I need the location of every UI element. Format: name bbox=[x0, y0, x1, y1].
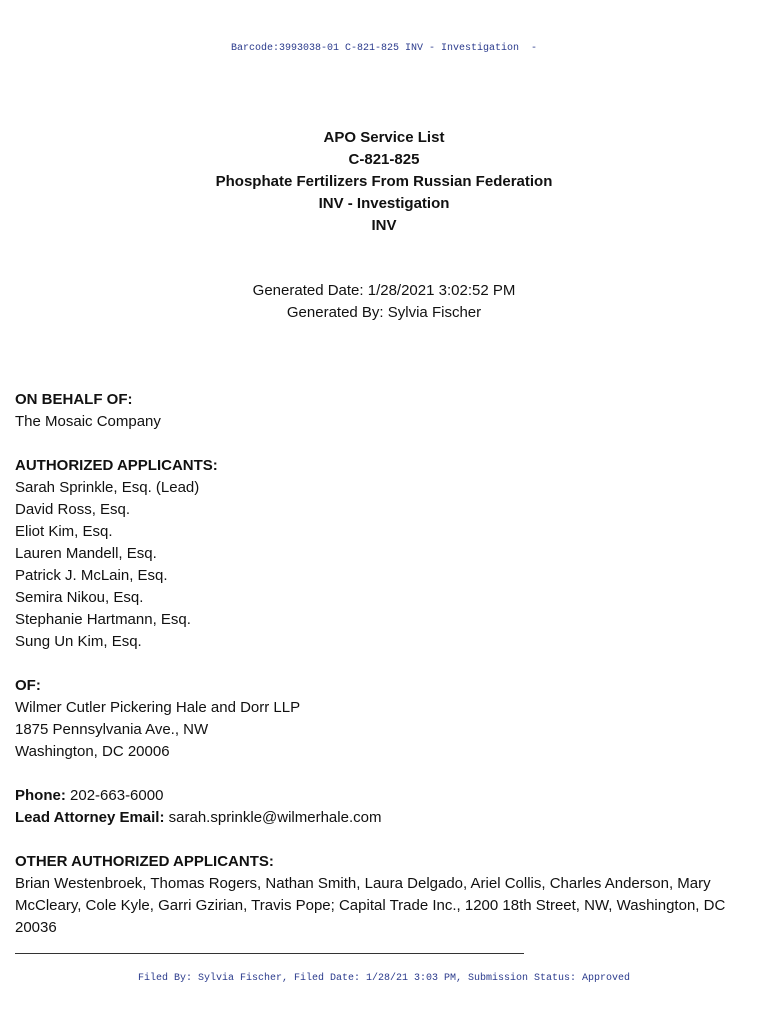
phone-line bbox=[15, 785, 745, 807]
generated-date: Generated Date: 1/28/2021 3:02:52 PM bbox=[252, 282, 516, 299]
doc-title: APO Service List bbox=[323, 129, 445, 146]
firm-name: Wilmer Cutler Pickering Hale and Dorr LLP bbox=[15, 699, 301, 716]
applicant-name: Patrick J. McLain, Esq. bbox=[15, 567, 168, 584]
generated-block bbox=[0, 280, 768, 324]
applicant-name: Lauren Mandell, Esq. bbox=[15, 545, 157, 562]
lead-email: sarah.sprinkle@wilmerhale.com bbox=[168, 809, 382, 826]
barcode-header: Barcode:3993038-01 C-821-825 INV - Investigation - bbox=[230, 43, 538, 54]
applicant-name: Stephanie Hartmann, Esq. bbox=[15, 611, 191, 628]
on-behalf-heading: ON BEHALF OF: bbox=[15, 391, 133, 408]
segment-code: INV bbox=[371, 217, 397, 234]
firm-address-street: 1875 Pennsylvania Ave., NW bbox=[15, 721, 209, 738]
separator-rule bbox=[15, 953, 524, 954]
service-entry bbox=[15, 389, 745, 939]
on-behalf-company: The Mosaic Company bbox=[15, 413, 161, 430]
email-label: Lead Attorney Email: bbox=[15, 809, 165, 826]
email-line bbox=[15, 807, 745, 829]
case-name: Phosphate Fertilizers From Russian Federation bbox=[215, 173, 553, 190]
filed-footer: Filed By: Sylvia Fischer, Filed Date: 1/28/21 3:03 PM, Submission Status: Approved bbox=[137, 973, 631, 984]
applicant-name: Sarah Sprinkle, Esq. (Lead) bbox=[15, 479, 200, 496]
firm-address-city: Washington, DC 20006 bbox=[15, 743, 170, 760]
generated-by: Generated By: Sylvia Fischer bbox=[286, 304, 482, 321]
phone-number: 202-663-6000 bbox=[70, 787, 164, 804]
other-applicants-list: Brian Westenbroek, Thomas Rogers, Nathan Smith, Laura Delgado, Ariel Collis, Charles Anderson, Mary McCleary, Cole Kyle, Garri Gzirian, Travis Pope; Capital Trade Inc., 1200 18th Street, NW, Washington, DC 20036 bbox=[15, 875, 726, 936]
applicant-name: Eliot Kim, Esq. bbox=[15, 523, 113, 540]
applicant-name: Semira Nikou, Esq. bbox=[15, 589, 144, 606]
of-heading: OF: bbox=[15, 677, 41, 694]
segment-type: INV - Investigation bbox=[318, 195, 450, 212]
other-applicants-heading: OTHER AUTHORIZED APPLICANTS: bbox=[15, 853, 274, 870]
phone-label: Phone: bbox=[15, 787, 66, 804]
applicant-name: David Ross, Esq. bbox=[15, 501, 131, 518]
authorized-heading: AUTHORIZED APPLICANTS: bbox=[15, 457, 218, 474]
title-block bbox=[0, 127, 768, 237]
case-number: C-821-825 bbox=[348, 151, 420, 168]
applicant-name: Sung Un Kim, Esq. bbox=[15, 633, 142, 650]
